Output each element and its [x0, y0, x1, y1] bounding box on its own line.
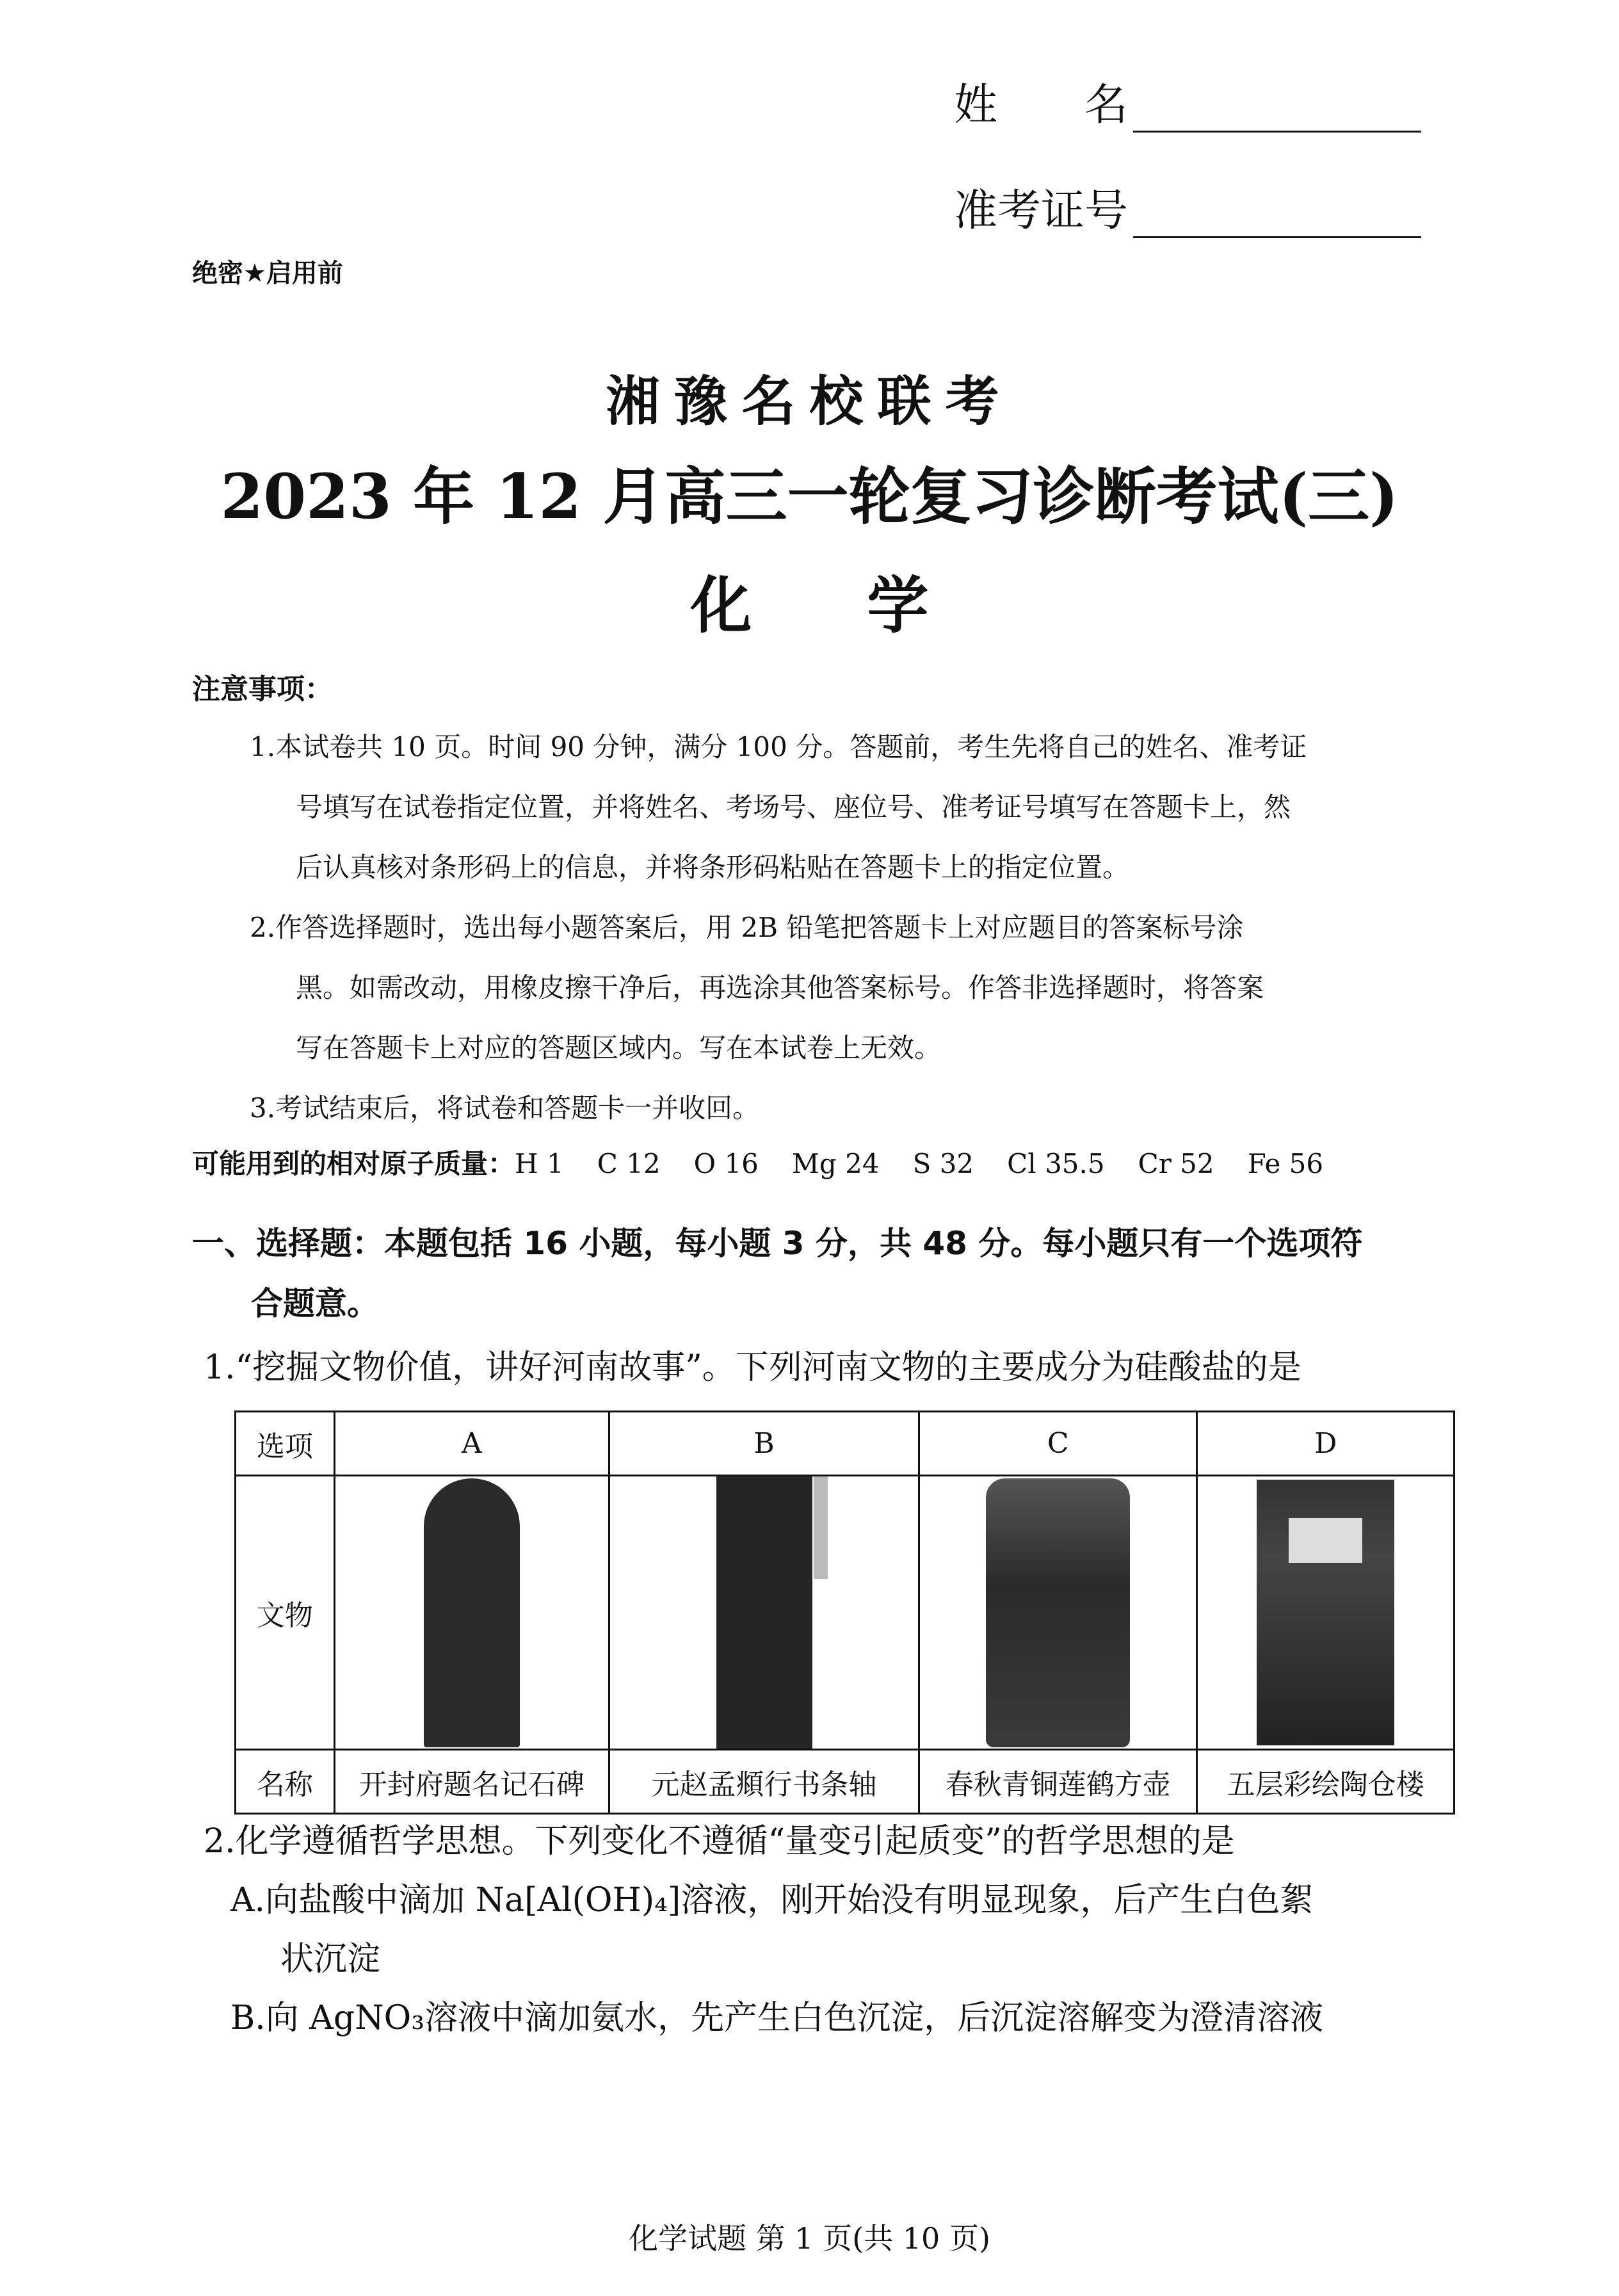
question-2-option-a-cont: 状沉淀	[280, 1940, 381, 1978]
section-1-line: 一、选择题：本题包括 16 小题，每小题 3 分，共 48 分。每小题只有一个选项符	[192, 1225, 1363, 1262]
notice-line: 3.考试结束后，将试卷和答题卡一并收回。	[250, 1092, 760, 1124]
table-row	[236, 1750, 1454, 1814]
notice-line: 黑。如需改动，用橡皮擦干净后，再选涂其他答案标号。作答非选择题时，将答案	[296, 972, 1264, 1003]
option-b-header: B	[609, 1412, 919, 1476]
confidential-label: 绝密★启用前	[192, 259, 343, 288]
notice-list	[250, 717, 1453, 1138]
atomic-mass-item: O 16	[693, 1148, 759, 1179]
atomic-mass-item: C 12	[597, 1148, 661, 1179]
question-1-stem: 1.“挖掘文物价值，讲好河南故事”。下列河南文物的主要成分为硅酸盐的是	[204, 1348, 1301, 1387]
question-2-option-a: A.向盐酸中滴加 Na[Al(OH)₄]溶液，刚开始没有明显现象，后产生白色絮	[230, 1881, 1314, 1920]
notice-line: 写在答题卡上对应的答题区域内。写在本试卷上无效。	[296, 1032, 942, 1063]
subject-title	[0, 557, 1619, 645]
question-1-table	[234, 1411, 1455, 1815]
bronze-pot-image	[919, 1476, 1197, 1750]
section-1-line: 合题意。	[251, 1285, 379, 1322]
atomic-masses-label: 可能用到的相对原子质量：	[192, 1148, 515, 1179]
notice-line: 2.作答选择题时，选出每小题答案后，用 2B 铅笔把答题卡上对应题目的答案标号涂	[250, 912, 1244, 943]
notice-heading: 注意事项：	[192, 673, 333, 706]
subject-char-1: 化	[690, 570, 752, 642]
option-d-name: 五层彩绘陶仓楼	[1197, 1750, 1454, 1814]
atomic-mass-item: H 1	[515, 1148, 564, 1179]
pottery-granary-picture	[1257, 1480, 1394, 1745]
exam-id-field[interactable]	[954, 176, 1421, 238]
option-b-name: 元赵孟頫行书条轴	[609, 1750, 919, 1814]
table-row	[236, 1412, 1454, 1476]
name-label: 姓 名	[954, 80, 1129, 131]
notice-line: 后认真核对条形码上的信息，并将条形码粘贴在答题卡上的指定位置。	[296, 852, 1130, 883]
section-1-heading	[192, 1213, 1460, 1334]
exam-id-blank[interactable]	[1133, 191, 1421, 238]
name-blank[interactable]	[1133, 86, 1421, 133]
atomic-mass-item: Fe 56	[1247, 1148, 1324, 1179]
atomic-mass-item: S 32	[912, 1148, 974, 1179]
stone-tablet-picture	[424, 1478, 520, 1747]
option-c-header: C	[919, 1412, 1197, 1476]
bronze-pot-picture	[986, 1478, 1130, 1747]
option-c-name: 春秋青铜莲鹤方壶	[919, 1750, 1197, 1814]
option-d-header: D	[1197, 1412, 1454, 1476]
atomic-mass-item: Cr 52	[1138, 1148, 1214, 1179]
row-label-artifact: 文物	[236, 1476, 335, 1750]
atomic-mass-item: Cl 35.5	[1007, 1148, 1105, 1179]
question-2-stem: 2.化学遵循哲学思想。下列变化不遵循“量变引起质变”的哲学思想的是	[204, 1822, 1235, 1861]
row-label-option: 选项	[236, 1412, 335, 1476]
notice-line: 1.本试卷共 10 页。时间 90 分钟，满分 100 分。答题前，考生先将自己的姓名、准考证	[250, 731, 1307, 763]
option-a-header: A	[334, 1412, 609, 1476]
exam-name-title: 2023 年 12 月高三一轮复习诊断考试(三)	[220, 460, 1399, 533]
subject-char-2: 学	[867, 570, 929, 642]
notice-line: 号填写在试卷指定位置，并将姓名、考场号、座位号、准考证号填写在答题卡上，然	[296, 791, 1291, 823]
exam-organizer-title: 湘豫名校联考	[606, 370, 1013, 433]
page-footer: 化学试题 第 1 页(共 10 页)	[629, 2221, 990, 2256]
calligraphy-scroll-picture	[716, 1476, 812, 1749]
pottery-granary-image	[1197, 1476, 1454, 1750]
name-field[interactable]	[954, 70, 1421, 133]
exam-id-label: 准考证号	[954, 186, 1129, 236]
stone-tablet-image	[334, 1476, 609, 1750]
question-2-option-b: B.向 AgNO₃溶液中滴加氨水，先产生白色沉淀，后沉淀溶解变为澄清溶液	[230, 1999, 1324, 2037]
calligraphy-scroll-image	[609, 1476, 919, 1750]
row-label-name: 名称	[236, 1750, 335, 1814]
atomic-masses	[192, 1143, 1357, 1181]
question-2-block	[204, 1812, 1323, 2048]
table-row	[236, 1476, 1454, 1750]
atomic-mass-item: Mg 24	[791, 1148, 880, 1179]
option-a-name: 开封府题名记石碑	[334, 1750, 609, 1814]
